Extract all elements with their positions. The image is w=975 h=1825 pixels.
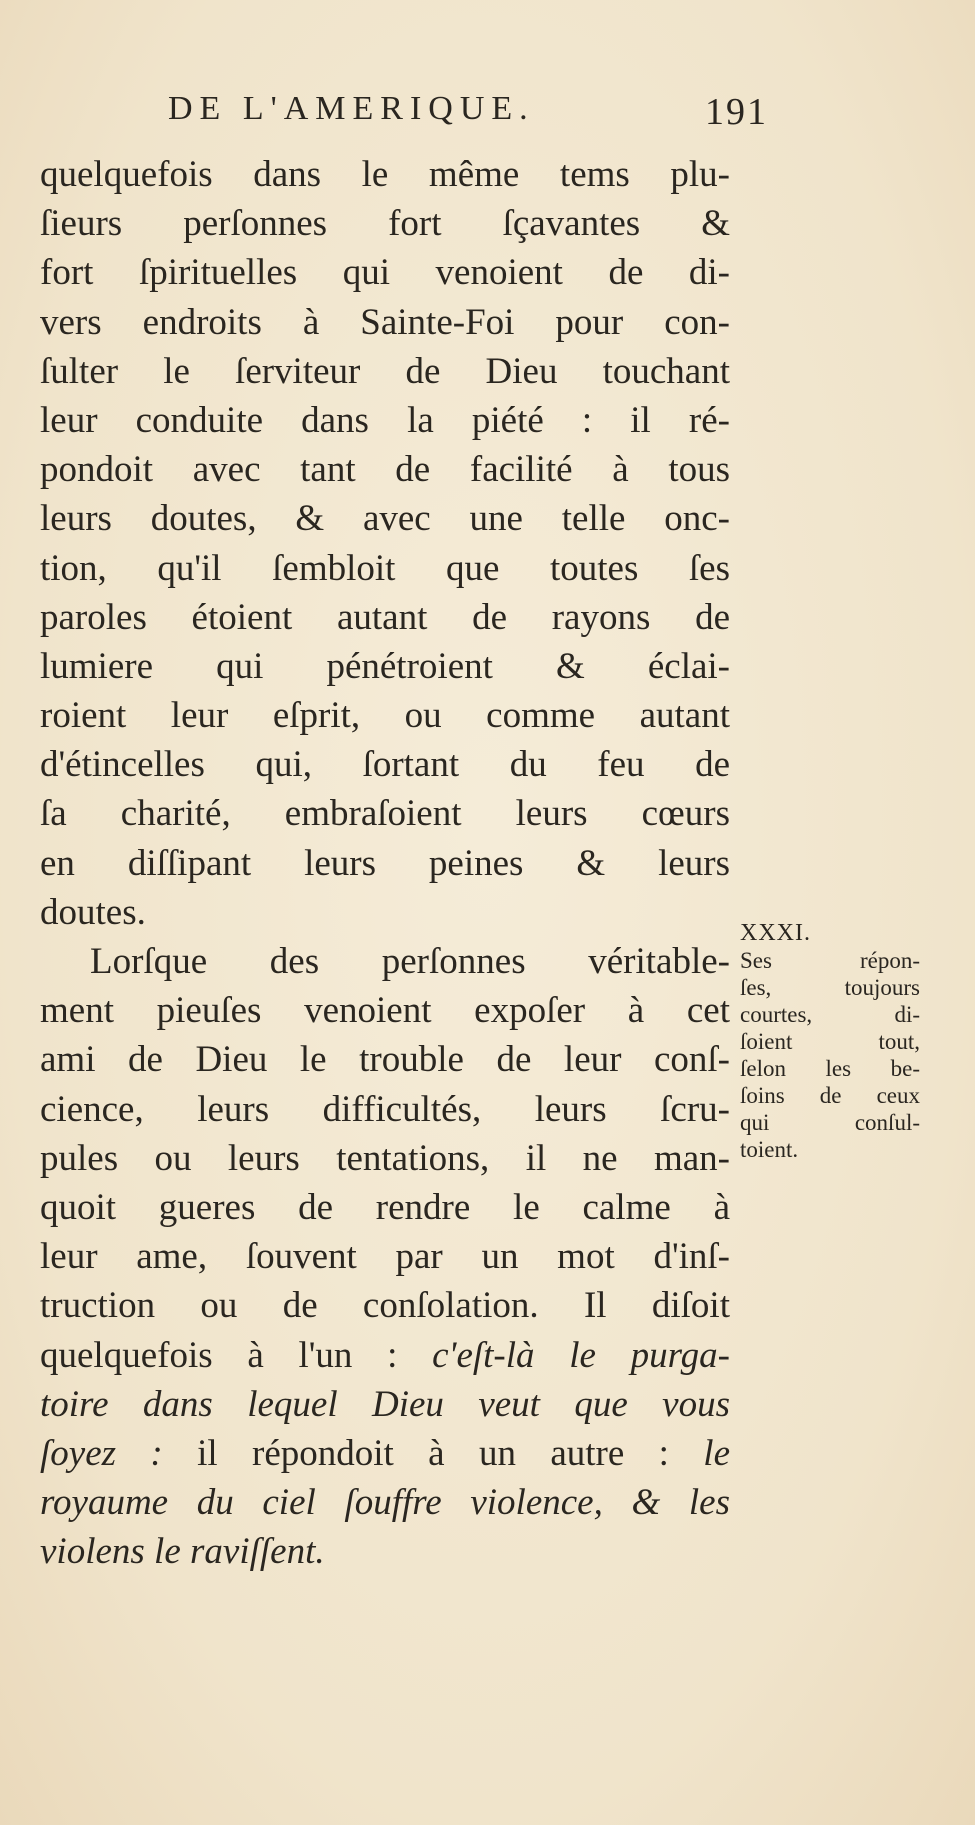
text-line: quoit gueres de rendre le calme à: [40, 1186, 730, 1228]
quote-italic: ſoyez :: [40, 1432, 163, 1474]
text-line-italic: toire dans lequel Dieu veut que vous: [40, 1383, 730, 1425]
text-line: lumiere qui pénétroient & éclai-: [40, 645, 730, 687]
text-line: ami de Dieu le trouble de leur conſ-: [40, 1039, 730, 1081]
margin-note: [740, 920, 920, 1163]
text-line: leur ame, ſouvent par un mot d'inſ-: [40, 1236, 730, 1278]
text-line-italic: violens le raviſſent.: [40, 1531, 325, 1573]
page-number: 191: [705, 91, 768, 133]
text-line-paragraph-end: doutes.: [40, 891, 146, 933]
margin-note-line: ſelon les be-: [740, 1056, 920, 1081]
text-line-italic: royaume du ciel ſouffre violence, & les: [40, 1482, 730, 1524]
text-line: vers endroits à Sainte-Foi pour con-: [40, 301, 730, 343]
margin-note-line: Ses répon-: [740, 948, 920, 973]
body-text: [40, 150, 730, 1576]
text-line: leurs doutes, & avec une telle onc-: [40, 498, 730, 540]
margin-note-line: courtes, di-: [740, 1002, 920, 1027]
margin-note-line: ſoient tout,: [740, 1029, 920, 1054]
margin-note-line: ſoins de ceux: [740, 1083, 920, 1108]
text-line: d'étincelles qui, ſortant du feu de: [40, 744, 730, 786]
text-line: truction ou de conſolation. Il diſoit: [40, 1285, 730, 1327]
text-line-mixed: [40, 1331, 730, 1380]
quote-italic: le: [703, 1432, 730, 1474]
text-line: cience, leurs difficultés, leurs ſcru-: [40, 1088, 730, 1130]
text-roman: il répondoit à un autre :: [162, 1432, 704, 1474]
margin-note-line: toient.: [740, 1137, 799, 1162]
text-line: ſieurs perſonnes fort ſçavantes &: [40, 203, 730, 245]
page-header: [168, 90, 768, 136]
text-line: en diſſipant leurs peines & leurs: [40, 842, 730, 884]
text-line: fort ſpirituelles qui venoient de di-: [40, 252, 730, 294]
text-line: paroles étoient autant de rayons de: [40, 596, 730, 638]
text-line: ment pieuſes venoient expoſer à cet: [40, 990, 730, 1032]
margin-note-line: ſes, toujours: [740, 975, 920, 1000]
text-roman: quelquefois à l'un :: [40, 1334, 433, 1376]
text-line: pondoit avec tant de facilité à tous: [40, 449, 730, 491]
text-line: leur conduite dans la piété : il ré-: [40, 399, 730, 441]
margin-note-line: qui conſul-: [740, 1110, 920, 1135]
text-line: ſulter le ſerviteur de Dieu touchant: [40, 350, 730, 392]
text-line-mixed: [40, 1429, 730, 1478]
text-line-paragraph-start: Lorſque des perſonnes véritable-: [90, 941, 730, 982]
text-line: quelquefois dans le même tems plu-: [40, 154, 730, 195]
running-head: DE L'AMERIQUE.: [168, 90, 535, 127]
text-line: pules ou leurs tentations, il ne man-: [40, 1137, 730, 1179]
text-line: tion, qu'il ſembloit que toutes ſes: [40, 547, 730, 589]
text-line: ſa charité, embraſoient leurs cœurs: [40, 793, 730, 835]
text-line: roient leur eſprit, ou comme autant: [40, 695, 730, 737]
margin-note-number: XXXI.: [740, 920, 811, 946]
quote-italic: c'eſt-là le purga-: [432, 1334, 730, 1376]
